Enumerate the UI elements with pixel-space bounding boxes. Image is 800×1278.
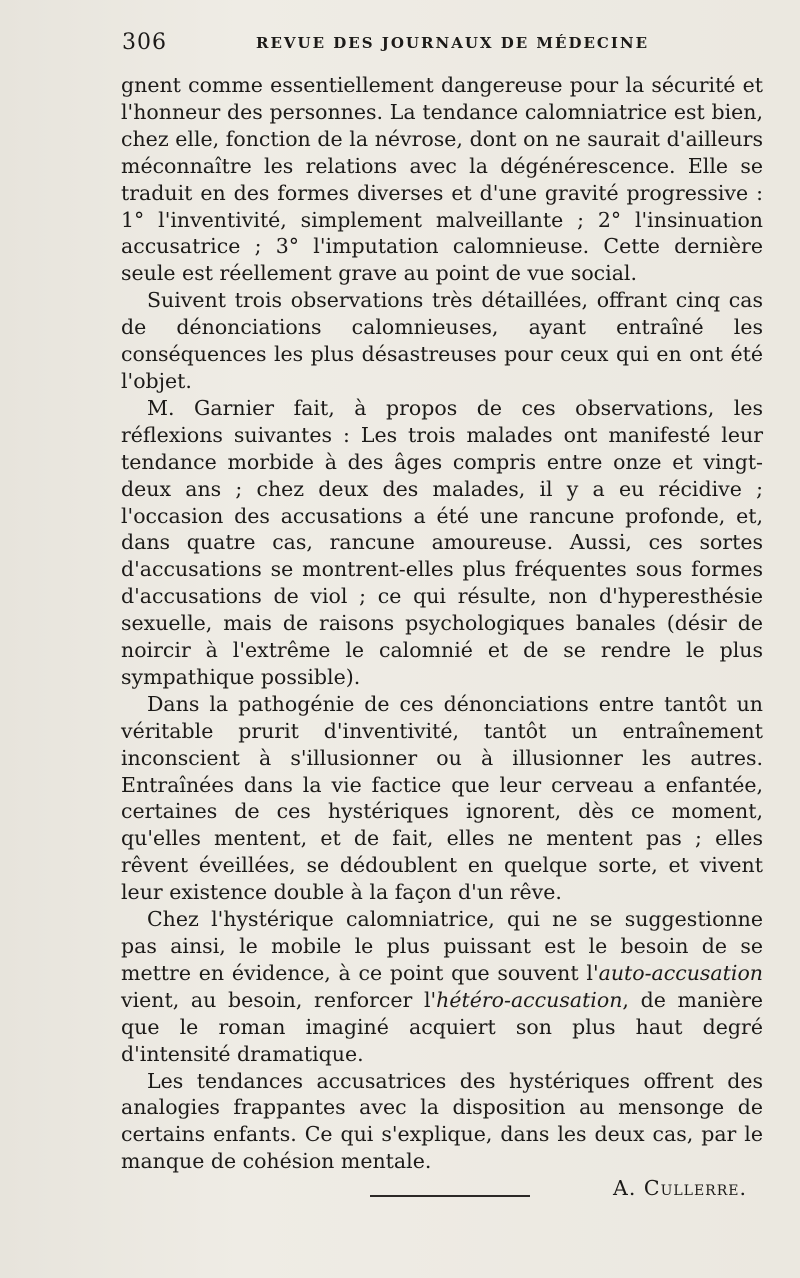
paragraph-text: Chez l'hystérique calomniatrice, qui ne se suggestionne pas ainsi, le mobile le plus puissant est le besoin de se mettre en évidence, à ce point que souvent l' bbox=[121, 907, 763, 985]
journal-title: REVUE DES JOURNAUX DE MÉDECINE bbox=[256, 34, 650, 52]
paragraph: Les tendances accusatrices des hystériques offrent des analogies frappantes avec la disposition au mensonge de certains enfants. Ce qui s'explique, dans les deux cas, par le manque de cohésion mentale. bbox=[121, 1068, 763, 1174]
paragraph: Suivent trois observations très détaillées, offrant cinq cas de dénonciations calomnieuses, ayant entraîné les conséquences les plus désastreuses pour ceux qui en ont été l'objet. bbox=[121, 288, 763, 393]
author-signature: A. Cullerre. bbox=[613, 1176, 747, 1201]
paragraph-text: , de manière que le roman imaginé acquiert son plus haut degré d'intensité dramatique. bbox=[121, 987, 764, 1066]
paragraph: gnent comme essentiellement dangereuse pour la sécurité et l'honneur des personnes. La tendance calomniatrice est bien, chez elle, fonction de la névrose, dont on ne saurait d'ailleurs méconnaître les relations avec la dégénérescence. Elle se traduit en des formes diverses et d'une gravité progressive : 1° l'inventivité, simplement malveillante ; 2° l'insinuation accusatrice ; 3° l'imputation calomnieuse. Cette dernière seule est réellement grave au point de vue social. bbox=[121, 73, 763, 286]
italic-term: auto-accusation bbox=[598, 960, 763, 985]
page-number: 306 bbox=[122, 30, 167, 55]
article-body bbox=[121, 72, 763, 1202]
paragraph: Dans la pathogénie de ces dénonciations entre tantôt un véritable prurit d'inventivité, tantôt un entraînement inconscient à s'illusionner ou à illusionner les autres. Entraînées dans la vie factice que leur cerveau a enfantée, certaines de ces hystériques ignorent, dès ce moment, qu'elles mentent, et de fait, elles ne mentent pas ; elles rêvent éveillées, se dédoublent en quelque sorte, et vivent leur existence double à la façon d'un rêve. bbox=[121, 691, 763, 905]
end-rule bbox=[370, 1195, 530, 1197]
paragraph: M. Garnier fait, à propos de ces observations, les réflexions suivantes : Les trois malades ont manifesté leur tendance morbide à des âges compris entre onze et vingt-deux ans ; chez deux des malades, il y a eu récidive ; l'occasion des accusations a été une rancune profonde, et, dans quatre cas, rancune amoureuse. Aussi, ces sortes d'accusations se montrent-elles plus fréquentes sous formes d'accusations de viol ; ce qui résulte, non d'hyperesthésie sexuelle, mais de raisons psychologiques banales (désir de noircir à l'extrême le calomnié et de se rendre le plus sympathique possible). bbox=[121, 395, 763, 689]
italic-term: hétéro-accusation bbox=[436, 987, 623, 1012]
paragraph-text: vient, au besoin, renforcer l' bbox=[121, 987, 437, 1012]
paragraph bbox=[121, 906, 763, 1067]
running-head bbox=[122, 30, 760, 60]
